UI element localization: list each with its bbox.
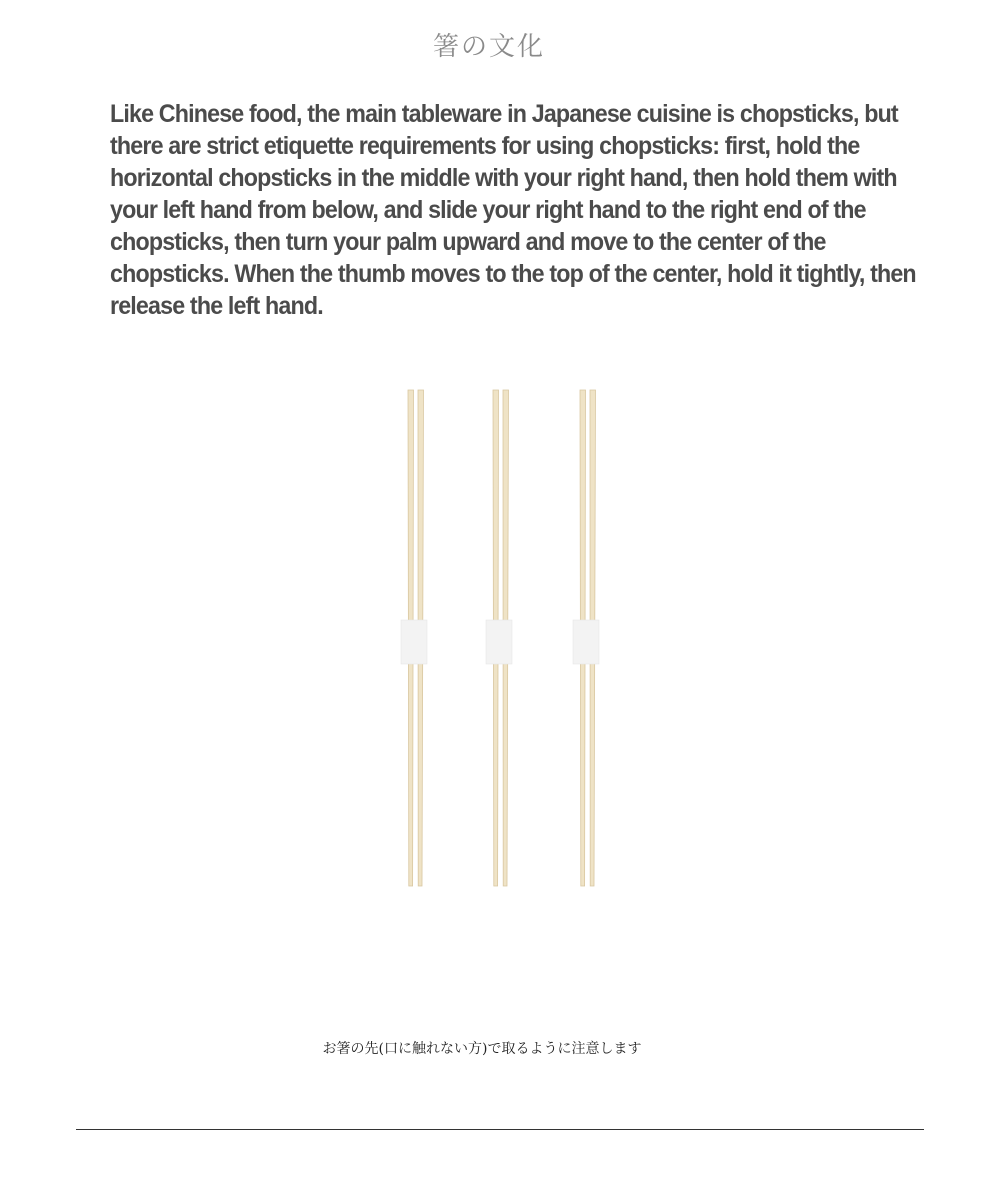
- etiquette-paragraph: Like Chinese food, the main tableware in Japanese cuisine is chopsticks, but there are strict etiquette requirements for using chopsticks: first, hold the horizontal chopsticks in the middle with your right hand, then hold them with your left hand from below, and slide your right hand to the right end of the chopsticks, then turn your palm upward and move to the center of the chopsticks. When the thumb moves to the top of the center, hold it tightly, then release the left hand.: [110, 100, 916, 320]
- chopstick-pair: [573, 390, 599, 886]
- paper-band: [486, 620, 512, 664]
- chopstick-pair: [486, 390, 512, 886]
- divider-line: [76, 1129, 924, 1130]
- chopsticks-illustration: [0, 380, 1000, 900]
- page-title: 箸の文化: [432, 32, 545, 62]
- paper-band: [573, 620, 599, 664]
- chopsticks-caption: お箸の先(口に触れない方)で取るように注意します: [322, 1041, 642, 1057]
- chopstick-pair: [401, 390, 427, 886]
- paper-band: [401, 620, 427, 664]
